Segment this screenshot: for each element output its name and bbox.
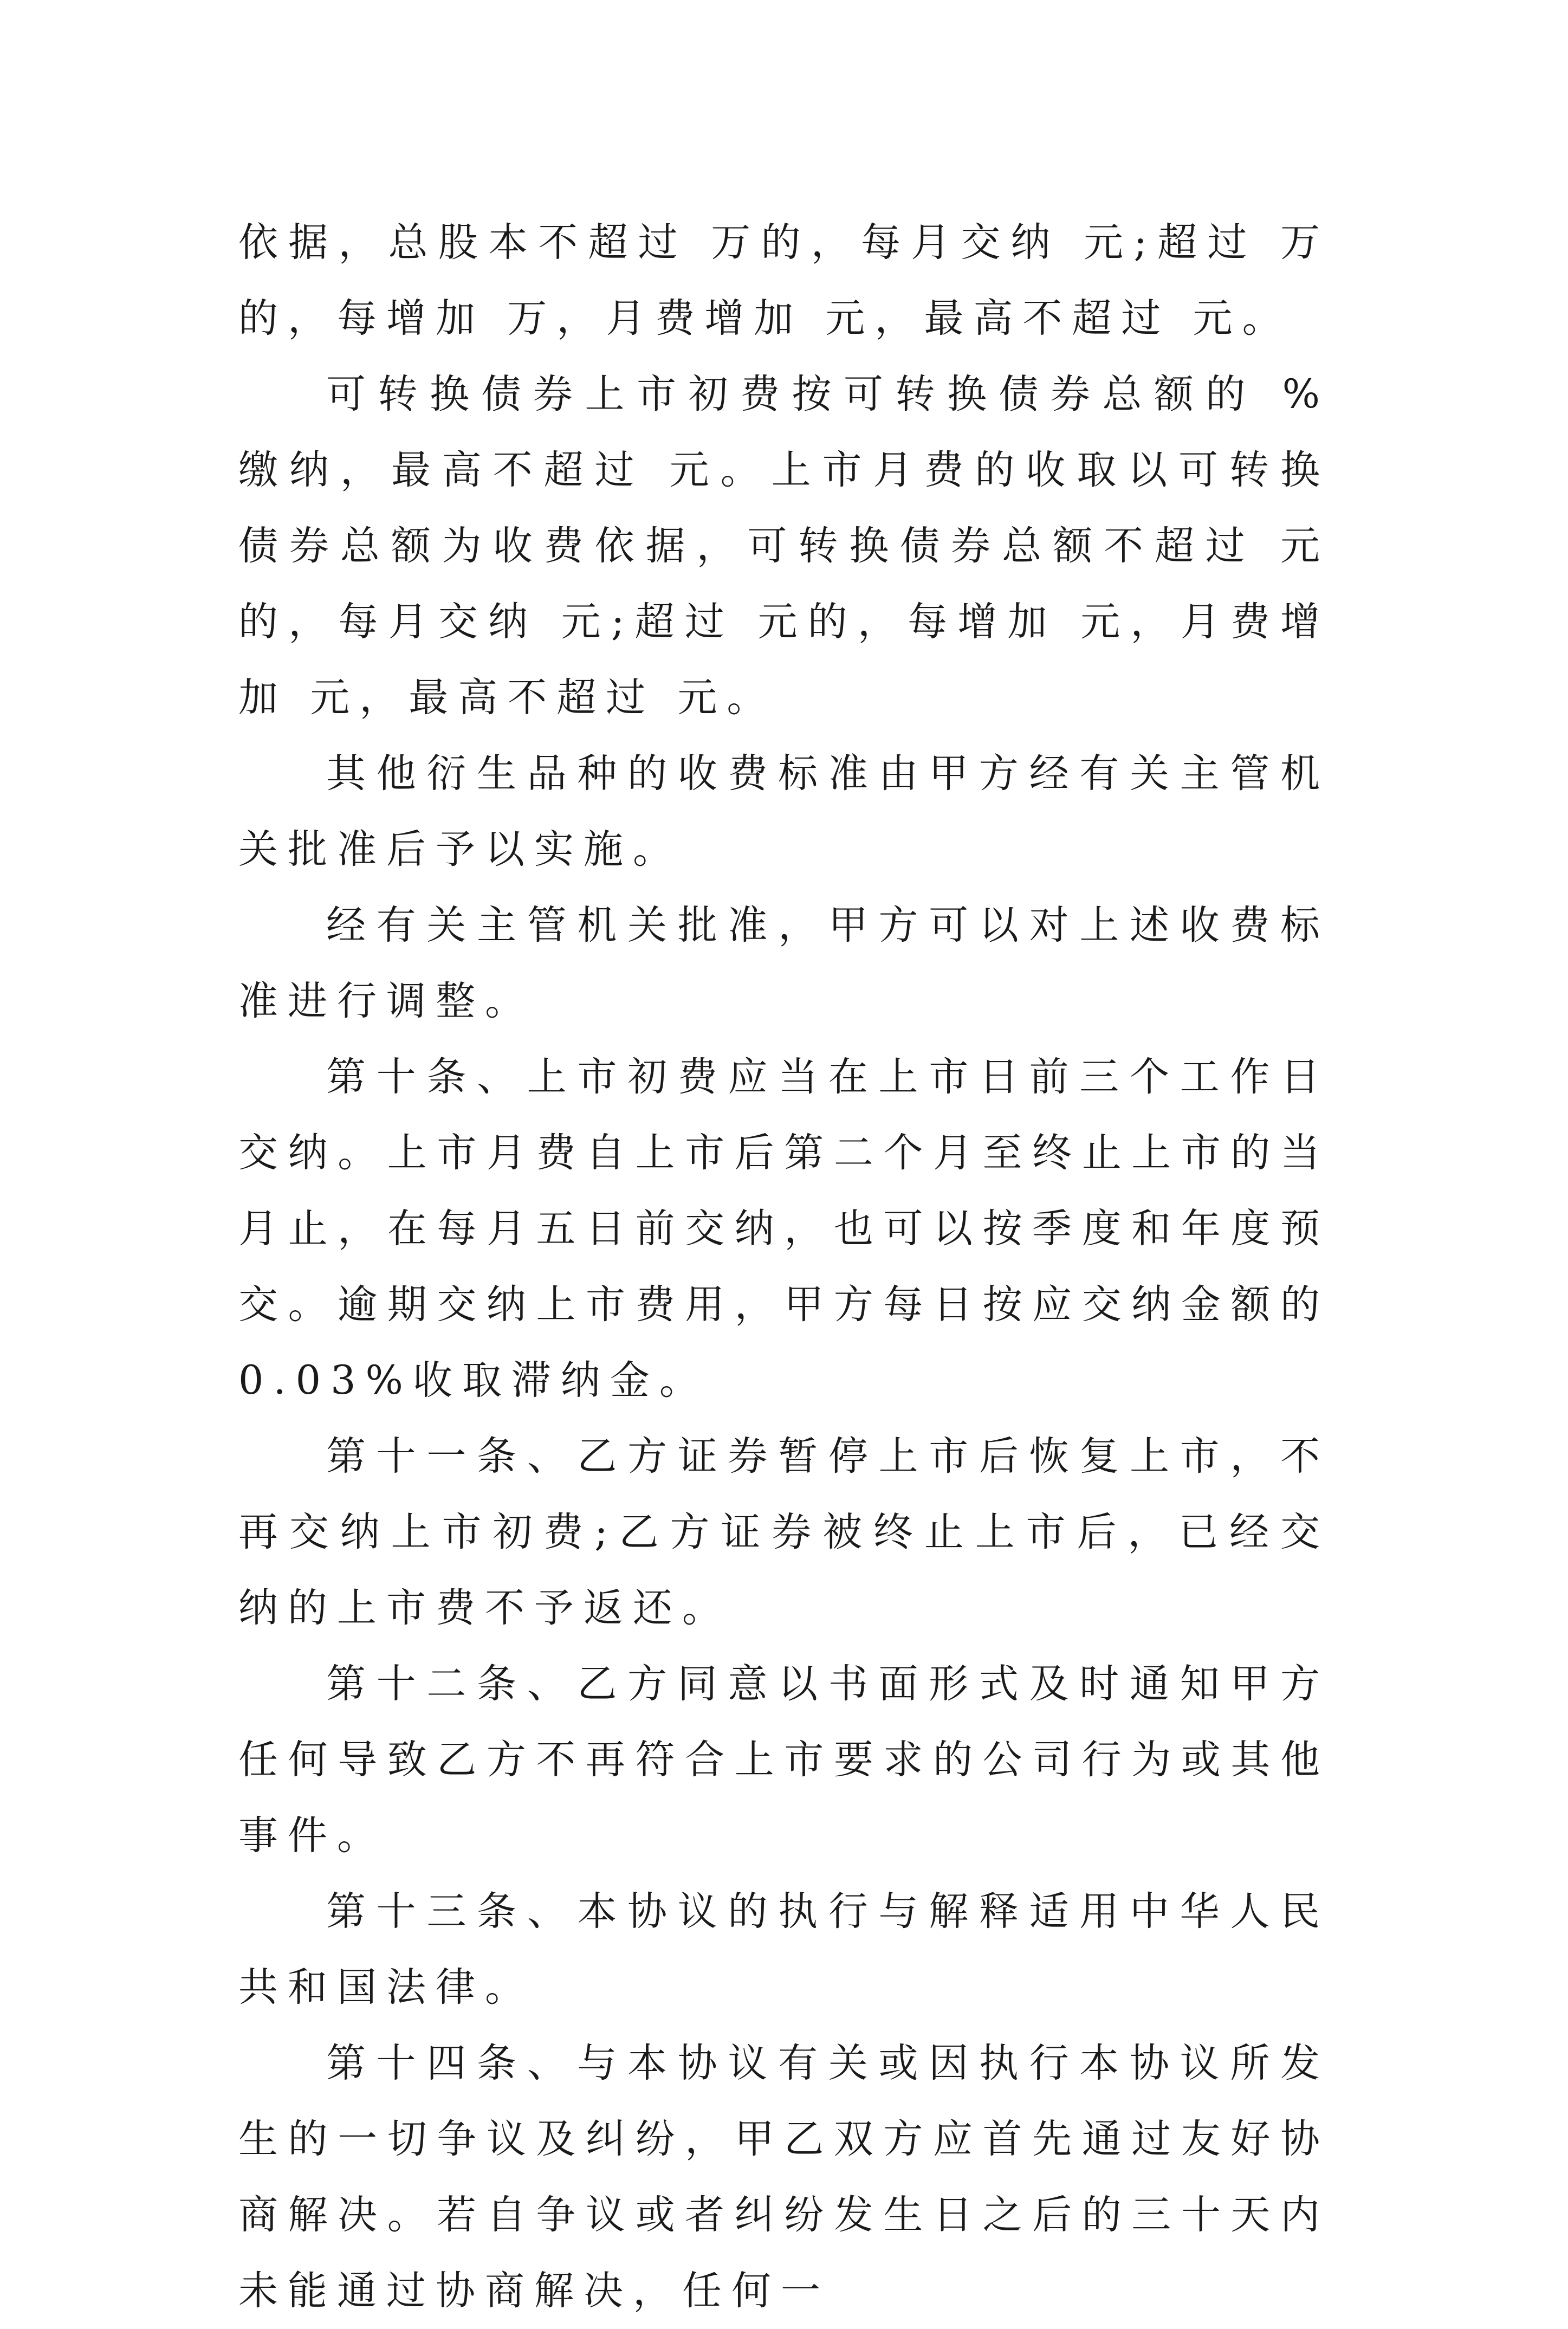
paragraph-article-11: 第十一条、乙方证券暂停上市后恢复上市，不再交纳上市初费;乙方证券被终止上市后，已经交纳的上市费不予返还。 [238,1433,1330,1631]
paragraph-continued-fee-basis: 依据，总股本不超过 万的，每月交纳 元;超过 万的，每增加 万，月费增加 元，最高不超过 元。 [238,219,1330,341]
paragraph-article-10: 第十条、上市初费应当在上市日前三个工作日交纳。上市月费自上市后第二个月至终止上市的当月止，在每月五日前交纳，也可以按季度和年度预交。逾期交纳上市费用，甲方每日按应交纳金额的0.03%收取滞纳金。 [238,1054,1330,1403]
paragraph-fee-adjustment: 经有关主管机关批准，甲方可以对上述收费标准进行调整。 [238,902,1330,1024]
paragraph-article-12: 第十二条、乙方同意以书面形式及时通知甲方任何导致乙方不再符合上市要求的公司行为或其他事件。 [238,1661,1330,1859]
paragraph-convertible-bond-fees: 可转换债券上市初费按可转换债券总额的 %缴纳，最高不超过 元。上市月费的收取以可转换债券总额为收费依据，可转换债券总额不超过 元的，每月交纳 元;超过 元的，每增加 元，月费增加 元，最高不超过 元。 [238,371,1330,721]
paragraph-derivative-fees: 其他衍生品种的收费标准由甲方经有关主管机关批准后予以实施。 [238,751,1330,872]
paragraph-article-14: 第十四条、与本协议有关或因执行本协议所发生的一切争议及纠纷，甲乙双方应首先通过友好协商解决。若自争议或者纠纷发生日之后的三十天内未能通过协商解决，任何一 [238,2040,1330,2314]
paragraph-article-13: 第十三条、本协议的执行与解释适用中华人民共和国法律。 [238,1888,1330,2010]
document-body [238,205,1330,2329]
